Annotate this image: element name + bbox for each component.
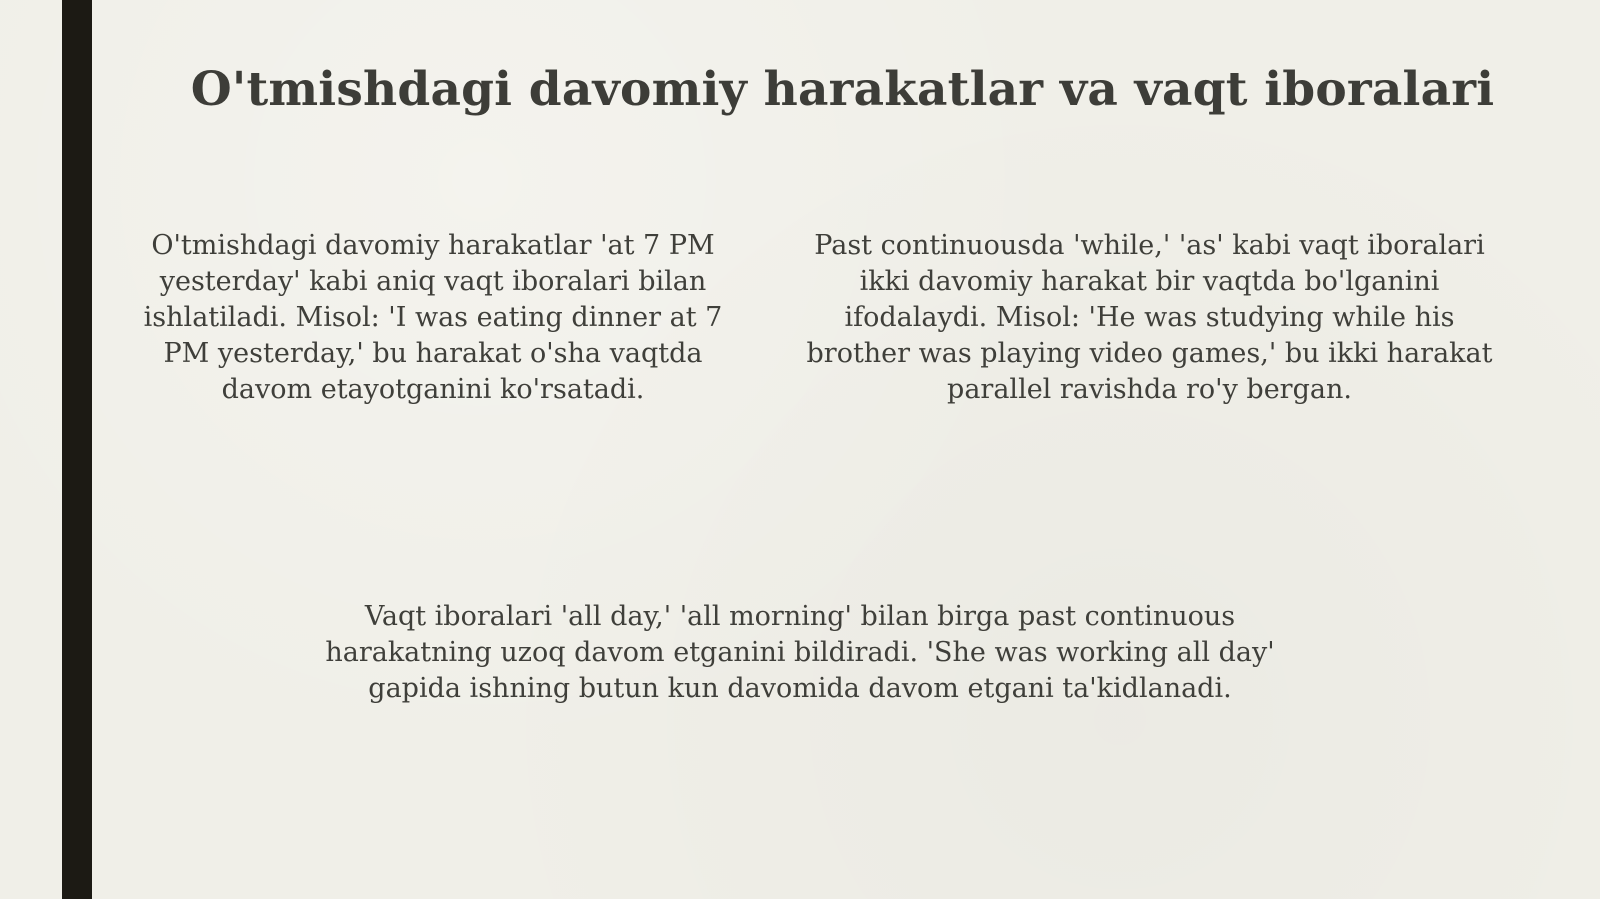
- paragraph-bottom: Vaqt iboralari 'all day,' 'all morning' bilan birga past continuous harakatning uzoq davom etganini bildiradi. 'She was working all day' gapida ishning butun kun davomida davom etgani ta'kidlanadi.: [325, 601, 1275, 704]
- slide-title: O'tmishdagi davomiy harakatlar va vaqt iboralari: [190, 62, 1495, 117]
- accent-bar: [62, 0, 92, 899]
- paragraph-right: Past continuousda 'while,' 'as' kabi vaqt iboralari ikki davomiy harakat bir vaqtda bo'lganini ifodalaydi. Misol: 'He was studying while his brother was playing video games,' bu ikki harakat parallel ravishda ro'y bergan.: [806, 230, 1493, 405]
- paragraph-left: O'tmishdagi davomiy harakatlar 'at 7 PM yesterday' kabi aniq vaqt iboralari bilan ishlatiladi. Misol: 'I was eating dinner at 7 PM yesterday,' bu harakat o'sha vaqtda davom etayotganini ko'rsatadi.: [143, 230, 723, 405]
